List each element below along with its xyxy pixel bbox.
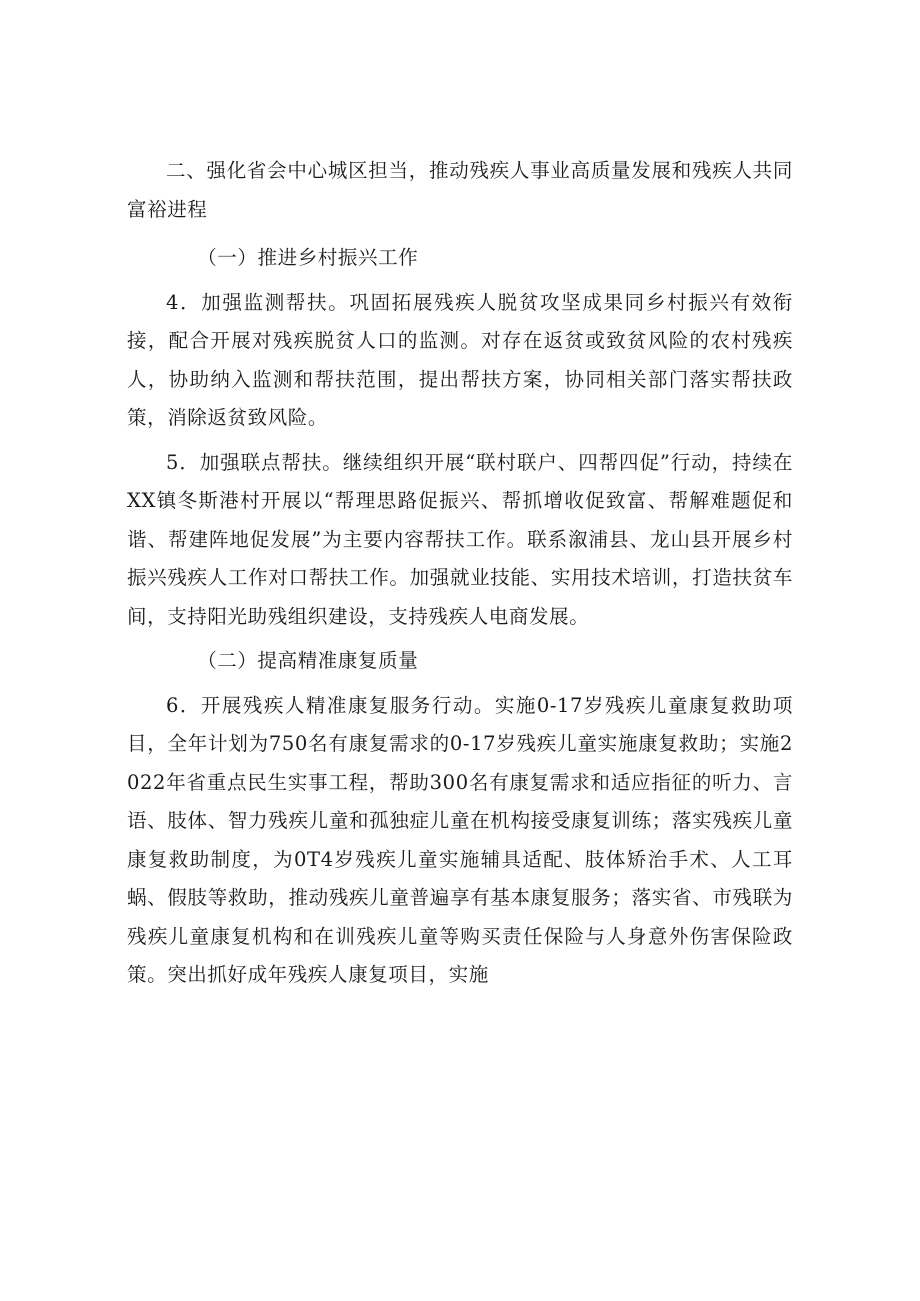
paragraph-item-4: 4．加强监测帮扶。巩固拓展残疾人脱贫攻坚成果同乡村振兴有效衔接，配合开展对残疾脱贫人口的监测。对存在返贫或致贫风险的农村残疾人，协助纳入监测和帮扶范围，提出帮扶方案，协同相关部门落实帮扶政策，消除返贫致风险。 bbox=[127, 290, 793, 429]
subsection-heading-rehabilitation: （二）提高精准康复质量 bbox=[197, 649, 419, 672]
paragraph-item-5: 5．加强联点帮扶。继续组织开展“联村联户、四帮四促”行动，持续在XX镇冬斯港村开展以“帮理思路促振兴、帮抓增收促致富、帮解难题促和谐、帮建阵地促发展”为主要内容帮扶工作。联系溆浦县、龙山县开展乡村振兴残疾人工作对口帮扶工作。加强就业技能、实用技术培训，打造扶贫车间，支持阳光助残组织建设，支持残疾人电商发展。 bbox=[127, 450, 793, 628]
paragraph-item-6: 6．开展残疾人精准康复服务行动。实施0-17岁残疾儿童康复救助项目，全年计划为750名有康复需求的0-17岁残疾儿童实施康复救助；实施2022年省重点民生实事工程，帮助300名有康复需求和适应指征的听力、言语、肢体、智力残疾儿童和孤独症儿童在机构接受康复训练；落实残疾儿童康复救助制度，为0T4岁残疾儿童实施辅具适配、肢体矫治手术、人工耳蜗、假肢等救助，推动残疾儿童普遍享有基本康复服务；落实省、市残联为残疾儿童康复机构和在训残疾儿童等购买责任保险与人身意外伤害保险政策。突出抓好成年残疾人康复项目，实施 bbox=[127, 693, 793, 986]
subsection-heading-rural-revitalization: （一）推进乡村振兴工作 bbox=[197, 246, 419, 269]
document-body bbox=[127, 152, 793, 995]
section-heading: 二、强化省会中心城区担当，推动残疾人事业高质量发展和残疾人共同富裕进程 bbox=[127, 159, 793, 221]
